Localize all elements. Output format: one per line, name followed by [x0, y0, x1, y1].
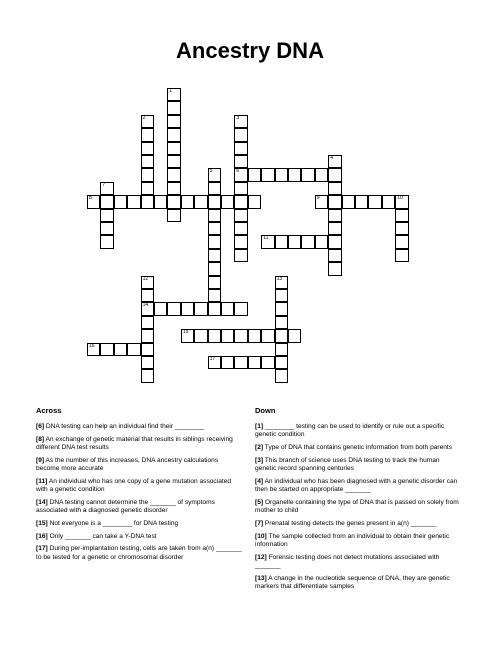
grid-cell[interactable] [328, 209, 341, 222]
grid-cell[interactable] [208, 249, 221, 262]
grid-cell[interactable] [100, 182, 113, 195]
grid-cell[interactable] [275, 168, 288, 181]
clue-number: [16] [36, 532, 48, 540]
grid-cell[interactable] [208, 356, 221, 369]
grid-cell[interactable] [167, 182, 180, 195]
clue-text: During per-implantation testing, cells are taken from a(n) _______ to be tested for a genetic or chromosomal disorder [36, 545, 242, 561]
clue-text: A change in the nucleotide sequence of DNA, they are genetic markers that differentiate samples [255, 574, 450, 590]
clue-text: Forensic testing does not detect mutations associated with _______ [255, 553, 440, 569]
grid-cell[interactable] [154, 302, 167, 315]
down-clue [255, 444, 461, 452]
grid-cell[interactable] [141, 142, 154, 155]
down-clue [255, 499, 461, 515]
down-clue [255, 478, 461, 494]
grid-cell[interactable] [127, 195, 140, 208]
grid-cell[interactable] [261, 235, 274, 248]
grid-cell[interactable] [395, 235, 408, 248]
grid-cell[interactable] [261, 329, 274, 342]
clue-text: As the number of this increases, DNA ancestry calculations become more accurate [36, 456, 219, 472]
grid-cell[interactable] [382, 195, 395, 208]
grid-cell[interactable] [141, 128, 154, 141]
grid-cell[interactable] [328, 195, 341, 208]
clue-number: [17] [36, 545, 48, 553]
cell-number: 8 [89, 195, 92, 202]
grid-cell[interactable] [141, 302, 154, 315]
cell-number: 5 [209, 168, 213, 175]
grid-cell[interactable] [208, 195, 221, 208]
across-clue [36, 545, 242, 561]
clue-number: [12] [255, 553, 267, 561]
grid-cell[interactable] [221, 195, 234, 208]
grid-cell[interactable] [261, 356, 274, 369]
grid-cell[interactable] [208, 289, 221, 302]
clue-number: [14] [36, 498, 48, 506]
grid-cell[interactable] [167, 142, 180, 155]
clue-number: [1] [255, 423, 264, 430]
grid-cell[interactable] [368, 195, 381, 208]
grid-cell[interactable] [234, 128, 247, 141]
grid-cell[interactable] [208, 222, 221, 235]
clue-text: Only _______ can take a Y-DNA test [47, 532, 157, 540]
cell-number: 12 [142, 275, 149, 282]
clue-text: An individual who has been diagnosed with a genetic disorder can then be started on appropriate _______ [255, 477, 458, 493]
clue-number: [7] [255, 519, 264, 527]
down-clue [255, 575, 461, 591]
grid-cell[interactable] [114, 195, 127, 208]
across-clue [36, 478, 242, 494]
down-heading: Down [255, 406, 276, 415]
grid-cell[interactable] [114, 343, 127, 356]
clue-number: [9] [36, 456, 45, 464]
clue-number: [8] [36, 435, 45, 443]
grid-cell[interactable] [328, 249, 341, 262]
grid-cell[interactable] [167, 88, 180, 101]
cell-number: 11 [263, 235, 269, 242]
grid-cell[interactable] [234, 302, 247, 315]
grid-cell[interactable] [275, 369, 288, 382]
grid-cell[interactable] [301, 235, 314, 248]
clue-text: Prenatal testing detects the genes present in a(n) _______ [263, 519, 437, 527]
grid-cell[interactable] [301, 168, 314, 181]
cell-number: 9 [316, 195, 320, 202]
grid-cell[interactable] [315, 168, 328, 181]
grid-cell[interactable] [181, 329, 194, 342]
grid-cell[interactable] [100, 195, 113, 208]
clue-text: Organelle containing the type of DNA that is passed on solely from mother to child [255, 498, 459, 514]
clue-number: [15] [36, 519, 48, 527]
cell-number: 13 [276, 275, 283, 282]
across-clue [36, 436, 242, 452]
grid-cell[interactable] [194, 195, 207, 208]
grid-cell[interactable] [328, 262, 341, 275]
cell-number: 2 [142, 114, 146, 121]
grid-cell[interactable] [167, 195, 180, 208]
grid-cell[interactable] [221, 356, 234, 369]
grid-cell[interactable] [208, 182, 221, 195]
grid-cell[interactable] [141, 369, 154, 382]
grid-cell[interactable] [315, 235, 328, 248]
grid-cell[interactable] [208, 235, 221, 248]
grid-cell[interactable] [208, 262, 221, 275]
grid-cell[interactable] [141, 329, 154, 342]
grid-cell[interactable] [234, 209, 247, 222]
grid-cell[interactable] [141, 115, 154, 128]
clue-text: An exchange of genetic material that results in siblings receiving different DNA test results [36, 435, 233, 451]
grid-cell[interactable] [275, 316, 288, 329]
grid-cell[interactable] [167, 209, 180, 222]
grid-cell[interactable] [248, 195, 261, 208]
grid-cell[interactable] [395, 195, 408, 208]
grid-cell[interactable] [248, 329, 261, 342]
clue-number: [6] [36, 423, 45, 430]
grid-cell[interactable] [395, 249, 408, 262]
grid-cell[interactable] [141, 276, 154, 289]
across-clue [36, 423, 242, 431]
grid-cell[interactable] [234, 168, 247, 181]
grid-cell[interactable] [234, 329, 247, 342]
grid-cell[interactable] [275, 329, 288, 342]
cell-number: 16 [89, 342, 95, 349]
grid-cell[interactable] [342, 195, 355, 208]
grid-cell[interactable] [154, 195, 167, 208]
grid-cell[interactable] [127, 343, 140, 356]
grid-cell[interactable] [234, 235, 247, 248]
across-clue [36, 499, 242, 515]
clue-text: The sample collected from an individual to obtain their genetic information [255, 532, 450, 548]
grid-cell[interactable] [141, 316, 154, 329]
grid-cell[interactable] [194, 302, 207, 315]
across-clue [36, 457, 242, 473]
grid-cell[interactable] [328, 235, 341, 248]
grid-cell[interactable] [141, 356, 154, 369]
grid-cell[interactable] [141, 343, 154, 356]
grid-cell[interactable] [234, 142, 247, 155]
grid-cell[interactable] [141, 289, 154, 302]
clue-number: [2] [255, 444, 264, 451]
clue-text: DNA testing cannot determine the _______ of symptoms associated with a diagnosed genetic disorder [36, 498, 215, 514]
grid-cell[interactable] [275, 289, 288, 302]
down-clue [255, 520, 461, 528]
grid-cell[interactable] [100, 343, 113, 356]
cell-number: 14 [142, 302, 149, 309]
grid-cell[interactable] [248, 168, 261, 181]
cell-number: 15 [182, 329, 189, 336]
clue-number: [3] [255, 456, 264, 464]
grid-cell[interactable] [315, 195, 328, 208]
grid-cell[interactable] [100, 222, 113, 235]
grid-cell[interactable] [100, 209, 113, 222]
grid-cell[interactable] [395, 209, 408, 222]
down-clue [255, 533, 461, 549]
clue-text: Not everyone is a ________ for DNA testing [47, 519, 179, 527]
cell-number: 4 [330, 155, 333, 161]
grid-cell[interactable] [141, 182, 154, 195]
across-clue [36, 533, 242, 541]
grid-cell[interactable] [328, 168, 341, 181]
clue-number: [10] [255, 532, 267, 540]
grid-cell[interactable] [234, 249, 247, 262]
grid-cell[interactable] [208, 276, 221, 289]
grid-cell[interactable] [87, 195, 100, 208]
across-clue-list [36, 423, 242, 566]
grid-cell[interactable] [248, 356, 261, 369]
grid-cell[interactable] [208, 168, 221, 181]
grid-cell[interactable] [275, 235, 288, 248]
down-clue-list [255, 423, 461, 596]
grid-cell[interactable] [288, 329, 301, 342]
grid-cell[interactable] [288, 235, 301, 248]
down-clue [255, 457, 461, 473]
clue-number: [13] [255, 574, 267, 582]
grid-cell[interactable] [221, 302, 234, 315]
cell-number: 1 [169, 88, 173, 94]
grid-cell[interactable] [328, 155, 341, 168]
clue-number: [11] [36, 477, 48, 485]
grid-cell[interactable] [234, 356, 247, 369]
grid-cell[interactable] [395, 222, 408, 235]
grid-cell[interactable] [275, 302, 288, 315]
grid-cell[interactable] [167, 155, 180, 168]
clue-text: ________ testing can be used to identify or rule out a specific genetic condition [255, 423, 445, 439]
down-clue [255, 554, 461, 570]
grid-cell[interactable] [87, 343, 100, 356]
grid-cell[interactable] [141, 168, 154, 181]
cell-number: 7 [102, 181, 106, 188]
grid-cell[interactable] [328, 222, 341, 235]
cell-number: 3 [236, 114, 240, 121]
grid-cell[interactable] [234, 195, 247, 208]
grid-cell[interactable] [208, 302, 221, 315]
grid-cell[interactable] [208, 329, 221, 342]
grid-cell[interactable] [355, 195, 368, 208]
cell-number: 10 [397, 195, 403, 202]
grid-cell[interactable] [181, 302, 194, 315]
grid-cell[interactable] [194, 329, 207, 342]
grid-cell[interactable] [167, 168, 180, 181]
grid-cell[interactable] [275, 343, 288, 356]
grid-cell[interactable] [275, 356, 288, 369]
clue-text: DNA testing can help an individual find their ________ [44, 423, 205, 430]
cell-number: 6 [236, 168, 240, 175]
grid-cell[interactable] [275, 276, 288, 289]
clue-number: [4] [255, 477, 264, 485]
clue-text: Type of DNA that contains genetic information from both parents [263, 444, 453, 451]
grid-cell[interactable] [234, 222, 247, 235]
clue-text: This branch of science uses DNA testing to track the human genetic record spanning centuries [255, 456, 440, 472]
across-heading: Across [36, 406, 62, 415]
grid-cell[interactable] [167, 128, 180, 141]
across-clue [36, 520, 242, 528]
grid-cell[interactable] [181, 195, 194, 208]
grid-cell[interactable] [167, 101, 180, 114]
grid-cell[interactable] [234, 155, 247, 168]
grid-cell[interactable] [221, 329, 234, 342]
grid-cell[interactable] [100, 235, 113, 248]
down-clue [255, 423, 461, 439]
grid-cell[interactable] [261, 168, 274, 181]
grid-cell[interactable] [208, 209, 221, 222]
grid-cell[interactable] [141, 155, 154, 168]
clue-text: An individual who has one copy of a gene mutation associated with a genetic condition [36, 477, 232, 493]
grid-cell[interactable] [167, 302, 180, 315]
grid-cell[interactable] [234, 182, 247, 195]
puzzle-title: Ancestry DNA [176, 38, 324, 63]
grid-cell[interactable] [141, 195, 154, 208]
clue-number: [5] [255, 498, 264, 506]
grid-cell[interactable] [234, 115, 247, 128]
cell-number: 17 [209, 356, 216, 362]
grid-cell[interactable] [288, 168, 301, 181]
grid-cell[interactable] [328, 182, 341, 195]
grid-cell[interactable] [167, 115, 180, 128]
